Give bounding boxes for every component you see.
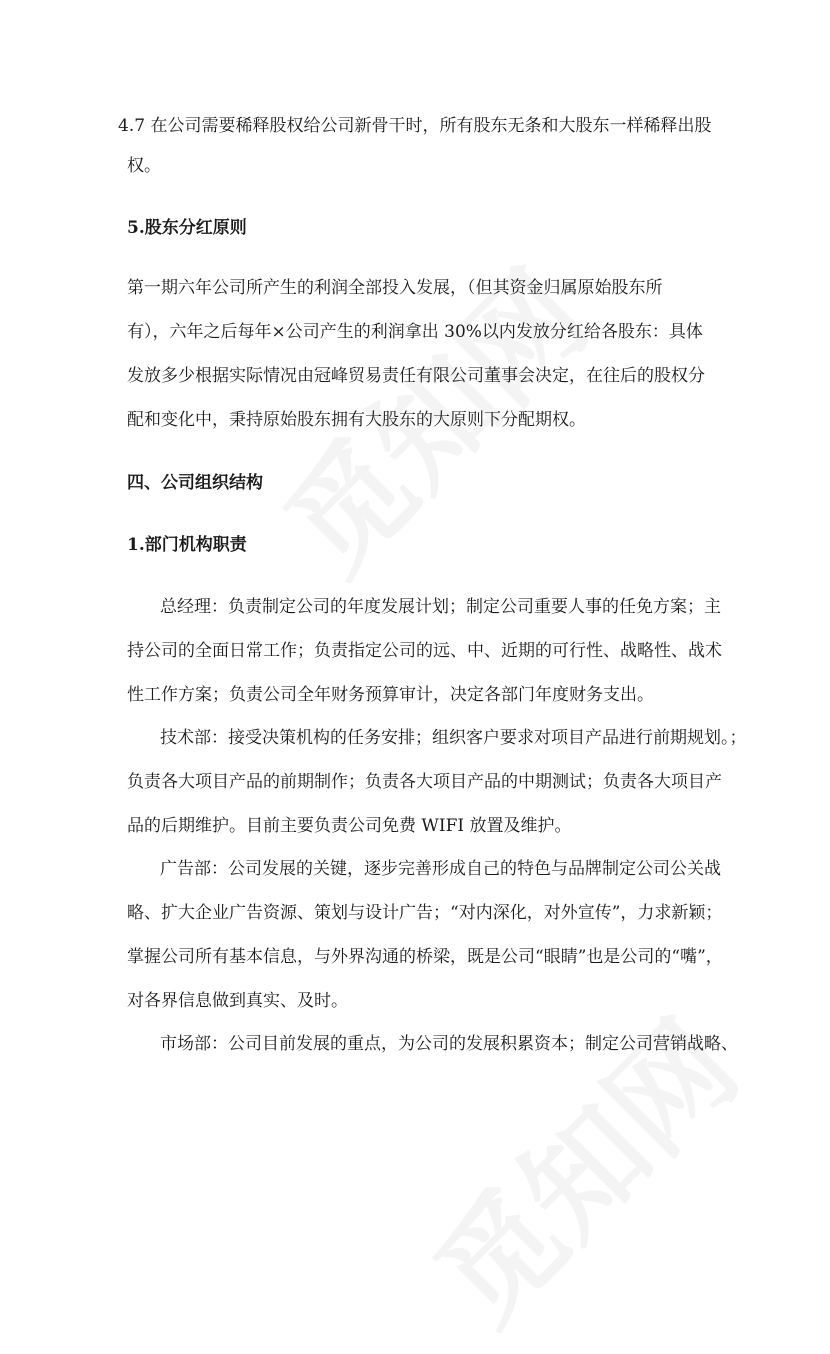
tech-line-1: 技术部：接受决策机构的任务安排；组织客户要求对项目产品进行前期规划。； — [160, 728, 747, 748]
dividend-line-1: 第一期六年公司所产生的利润全部投入发展，（但其资金归属原始股东所 — [127, 278, 663, 298]
ad-line-2: 略、扩大企业广告资源、策划与设计广告；“对内深化，对外宣传”，力求新颖； — [127, 903, 723, 923]
dividend-line-2: 有），六年之后每年×公司产生的利润拿出 30%以内发放分红给各股东：具体 — [127, 322, 703, 342]
gm-line-2: 持公司的全面日常工作；负责指定公司的远、中、近期的可行性、战略性、战术 — [127, 641, 722, 661]
heading-dept-duties: 1.部门机构职责 — [127, 535, 247, 555]
section-4-7-line-1: 4.7 在公司需要稀释股权给公司新骨干时，所有股东无条和大股东一样稀释出股 — [118, 116, 712, 136]
ad-line-4: 对各界信息做到真实、及时。 — [127, 991, 348, 1011]
heading-org-structure: 四、公司组织结构 — [127, 473, 263, 493]
dividend-line-4: 配和变化中，秉持原始股东拥有大股东的大原则下分配期权。 — [127, 410, 586, 430]
dividend-line-3: 发放多少根据实际情况由冠峰贸易责任有限公司董事会决定，在往后的股权分 — [127, 366, 705, 386]
gm-line-3: 性工作方案；负责公司全年财务预算审计，决定各部门年度财务支出。 — [127, 685, 654, 705]
market-line-1: 市场部：公司目前发展的重点，为公司的发展积累资本；制定公司营销战略、 — [160, 1034, 738, 1054]
section-4-7-line-2: 权。 — [127, 156, 161, 176]
ad-line-1: 广告部：公司发展的关键，逐步完善形成自己的特色与品牌制定公司公关战 — [160, 859, 721, 879]
heading-dividend-principles: 5.股东分红原则 — [127, 218, 247, 238]
ad-line-3: 掌握公司所有基本信息，与外界沟通的桥梁，既是公司“眼睛”也是公司的“嘴”， — [127, 947, 723, 967]
tech-line-2: 负责各大项目产品的前期制作；负责各大项目产品的中期测试；负责各大项目产 — [127, 772, 722, 792]
tech-line-3: 品的后期维护。目前主要负责公司免费 WIFI 放置及维护。 — [127, 816, 572, 836]
gm-line-1: 总经理：负责制定公司的年度发展计划；制定公司重要人事的任免方案；主 — [160, 597, 721, 617]
